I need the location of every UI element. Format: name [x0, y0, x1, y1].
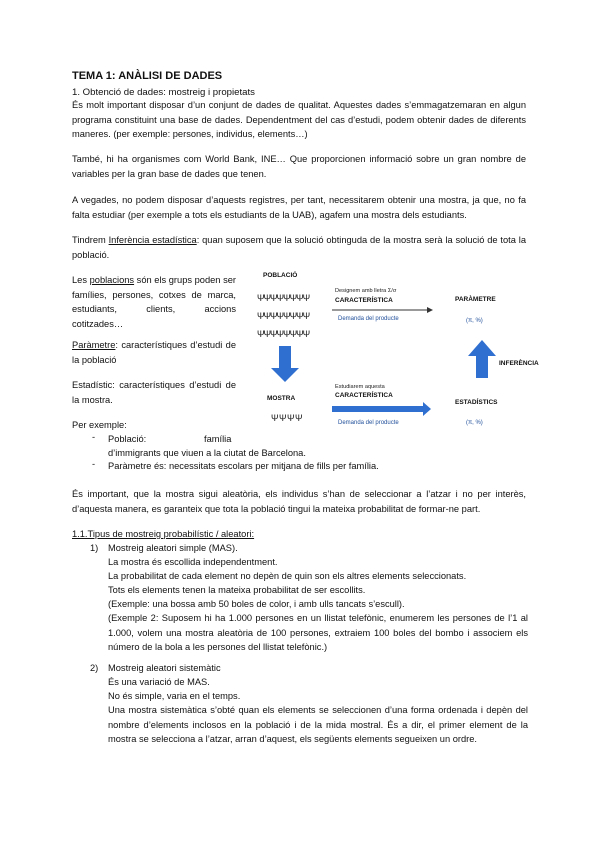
diagram-poblacio: POBLACIÓ	[263, 272, 298, 279]
population-sample-diagram	[255, 268, 545, 448]
item-1-line-2: La probabilitat de cada element no depèn de quin son els altres elements seleccionats.	[108, 571, 467, 581]
paragraph-9: És important, que la mostra sigui aleatòria, els individus s’han de seleccionar a l’atzar i no per interès, d’aquesta manera, es garanteix que tota la població tingui la mateixa probabilitat de formar-ne part.	[72, 489, 526, 514]
item-2-line-1: És una variació de MAS.	[108, 677, 210, 687]
diagram-stat-symbols: (π, %)	[466, 420, 483, 426]
example-2: Paràmetre és: necessitats escolars per mitjana de fills per família.	[108, 461, 379, 471]
p5-pre: Les	[72, 275, 90, 285]
sample-icons	[271, 408, 331, 426]
example-1-cont: d’immigrants que viuen a la ciutat de Barcelona.	[108, 448, 306, 458]
paragraph-7: Estadístic: característiques d’estudi de la mostra.	[72, 380, 236, 405]
p4-term: Inferència estadística	[108, 235, 197, 245]
section-heading-2: 1.1.Tipus de mostreig probabilístic / aleatori:	[72, 529, 255, 539]
paragraph-3: A vegades, no podem disposar d’aquests registres, per tant, necessitarem obtenir una mostra, ja que, no fa falta estudiar (per exemple a tots els estudiants de la UAB), agafem una mostra dels estudiants.	[72, 195, 526, 220]
item-2-paragraph: Una mostra sistemàtica s’obté quan els elements se seleccionen d’una forma ordenada i depèn del nombre d’elements inclosos en la població i de la mida mostral. És a dir, el primer element de la mostra se selecciona a l’atzar, arran d’aquest, els següents elements segueixen un ordre.	[108, 705, 528, 745]
down-arrow-icon	[271, 346, 299, 382]
diagram-bottom-note: Estudiarem aquesta	[335, 384, 385, 390]
item-1-example-2: (Exemple 2: Suposem hi ha 1.000 persones en un llistat telefònic, enumerem les persones de l’1 al 1.000, volem una mostra aleatòria de 100 persones, extraiem 100 boles del bombo i associem els número de la bola a les persones del llistat telefònic.)	[108, 613, 528, 653]
paragraph-1: És molt important disposar d’un conjunt de dades de qualitat. Aquestes dades s’emmagatzemaran en algun programa constituint una base de dades. Dependentment del cas d’estudi, podem obtenir dades de diferents maneres. (per exemple: persones, individus, elements…)	[72, 100, 526, 140]
people-row-icon: ΨΨΨΨΨΨΨΨ	[257, 329, 310, 339]
paragraph-6	[72, 338, 236, 367]
paragraph-2: També, hi ha organismes com World Bank, INE… Que proporcionen informació sobre un gran nombre de variables per la gran base de dades que tenen.	[72, 154, 526, 179]
paragraph-4	[72, 233, 526, 262]
item-2-line-2: No és simple, varia en el temps.	[108, 691, 241, 701]
bullet-dash-1: -	[92, 432, 96, 442]
p5-term: poblacions	[89, 275, 135, 285]
diagram-bottom-demand: Demanda del producte	[338, 420, 399, 426]
p6-post: : característiques d’estudi de la població	[72, 340, 236, 365]
diagram-inferencia: INFERÈNCIA	[499, 360, 539, 367]
p4-post: : quan suposem que la solució obtinguda de la mostra serà la solució de tota la població.	[72, 235, 526, 260]
diagram-param-symbols: (π, %)	[466, 318, 483, 324]
diagram-mostra: MOSTRA	[267, 395, 296, 402]
diagram-parametre: PARÀMETRE	[455, 296, 496, 303]
item-1-number: 1)	[90, 543, 99, 553]
item-1-title: Mostreig aleatori simple (MAS).	[108, 543, 238, 553]
sample-row-icon: Ψ Ψ Ψ Ψ	[271, 413, 302, 423]
item-1-line-4: (Exemple: una bossa amb 50 boles de color, i amb ulls tancats s’escull).	[108, 599, 405, 609]
page-title: TEMA 1: ANÀLISI DE DADES	[72, 70, 223, 82]
diagram-top-demand: Demanda del producte	[338, 316, 399, 322]
people-row-icon: ΨΨΨΨΨΨΨΨ	[257, 293, 310, 303]
paragraph-8: Per exemple:	[72, 420, 127, 430]
top-arrowhead-icon	[427, 307, 433, 313]
diagram-bottom-caracteristica: CARACTERÍSTICA	[335, 392, 393, 399]
diagram-top-note: Designem amb lletra Σ/σ	[335, 288, 397, 294]
item-1-line-3: Tots els elements tenen la mateixa probabilitat de ser escollits.	[108, 585, 366, 595]
bullet-dash-2: -	[92, 459, 96, 469]
p5-post: són els grups poden ser famílies, persones, cotxes de marca, estudiants, clients, accions cotitzades…	[72, 275, 237, 329]
diagram-top-caracteristica: CARACTERÍSTICA	[335, 297, 393, 304]
right-arrow-icon	[332, 402, 431, 416]
p6-term: Paràmetre	[72, 340, 116, 350]
section-heading-1: 1. Obtenció de dades: mostreig i propietats	[72, 87, 255, 98]
item-2-title: Mostreig aleatori sistemàtic	[108, 663, 221, 673]
item-1-line-1: La mostra és escollida independentment.	[108, 557, 278, 567]
item-2-number: 2)	[90, 663, 99, 673]
example-1-word: família	[204, 434, 232, 444]
p4-pre: Tindrem	[72, 235, 109, 245]
up-arrow-icon	[468, 340, 496, 378]
example-1-label: Població:	[108, 434, 147, 444]
diagram-estadistics: ESTADÍSTICS	[455, 399, 498, 406]
people-row-icon: ΨΨΨΨΨΨΨΨ	[257, 311, 310, 321]
paragraph-5	[72, 273, 236, 331]
